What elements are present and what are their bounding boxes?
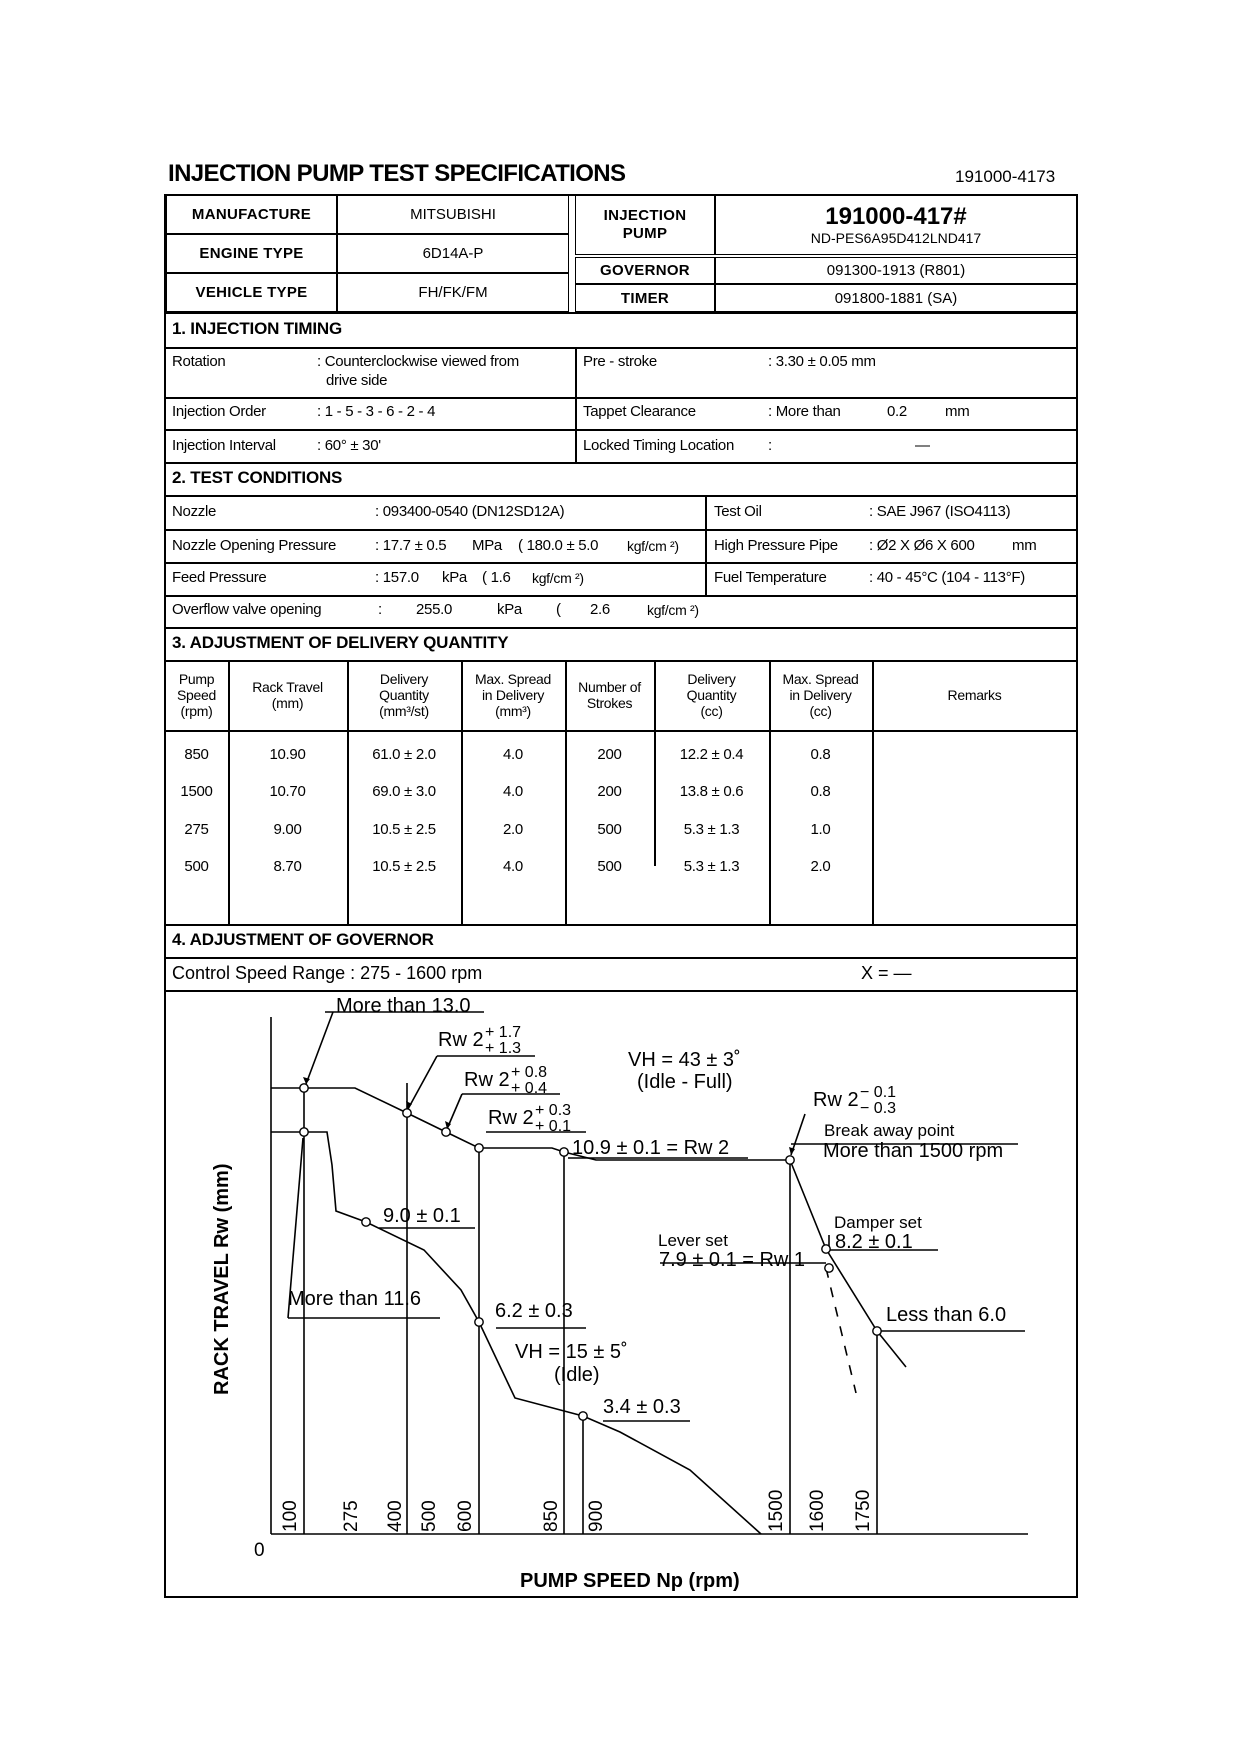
high-pressure-pipe-value: : Ø2 X Ø6 X 600 <box>869 537 975 554</box>
nozzle-label: Nozzle <box>172 503 217 520</box>
speed-tick-label: 600 <box>455 1500 476 1532</box>
prestroke-value: : 3.30 ± 0.05 mm <box>768 353 876 370</box>
rotation-value: : Counterclockwise viewed from <box>317 353 519 370</box>
overflow-valve-paren: ( <box>556 601 561 618</box>
locked-timing-colon: : <box>768 437 772 454</box>
point-100-upper <box>300 1084 308 1092</box>
section-governor-title: 4. ADJUSTMENT OF GOVERNOR <box>172 930 434 949</box>
high-pressure-pipe-unit: mm <box>1012 537 1037 554</box>
feed-pressure-kgf-unit: kgf/cm ²) <box>532 570 584 586</box>
annotation-vh-full-range: (Idle - Full) <box>637 1071 733 1093</box>
annotation-damper-value: 8.2 ± 0.1 <box>835 1231 913 1253</box>
annotation-rw2-b-sup: + 0.8 <box>511 1064 548 1081</box>
table-header-line: Number of <box>578 679 641 695</box>
point-600 <box>475 1144 483 1152</box>
table-cell: 61.0 ± 2.0 <box>372 746 436 763</box>
overflow-valve-value: 255.0 <box>416 601 453 618</box>
table-header-line: (mm³/st) <box>379 703 429 719</box>
annotation-rw2-c-sub: + 0.1 <box>535 1118 572 1135</box>
nozzle-opening-pressure-label: Nozzle Opening Pressure <box>172 537 337 554</box>
lever-set-line <box>826 1268 856 1393</box>
nozzle-opening-pressure-kgf-unit: kgf/cm ²) <box>627 538 679 554</box>
section-injection-timing-title: 1. INJECTION TIMING <box>172 319 342 338</box>
table-cell: 1.0 <box>810 821 831 838</box>
rotation-label: Rotation <box>172 353 226 370</box>
section-test-conditions-title: 2. TEST CONDITIONS <box>172 468 343 487</box>
table-header-line: in Delivery <box>481 687 545 703</box>
feed-pressure-unit: kPa <box>442 569 467 586</box>
overflow-valve-colon: : <box>378 601 382 618</box>
injection-pump-label: INJECTION PUMP <box>575 195 715 255</box>
tappet-clearance-value: : More than <box>768 403 841 420</box>
table-header-line: (mm³) <box>495 703 531 719</box>
table-header-line: Max. Spread <box>474 671 552 687</box>
annotation-more-than-11-6: More than 11.6 <box>288 1288 422 1310</box>
injection-pump-number: 191000-417# <box>825 203 967 230</box>
annotation-rw2-a-sup: + 1.7 <box>485 1024 522 1041</box>
table-header-line: Delivery <box>379 671 429 687</box>
y-axis-label: RACK TRAVEL Rw (mm) <box>211 1163 233 1395</box>
injection-interval-value: : 60° ± 30' <box>317 437 381 454</box>
locked-timing-label: Locked Timing Location <box>583 437 734 454</box>
annotation-rw2-c-sup: + 0.3 <box>535 1102 572 1119</box>
point-600-idle <box>475 1318 483 1326</box>
timer-value: 091800-1881 (SA) <box>715 284 1077 312</box>
table-cell: 10.70 <box>269 783 306 800</box>
injection-order-label: Injection Order <box>172 403 266 420</box>
table-header-line: (rpm) <box>180 703 213 719</box>
overflow-valve-label: Overflow valve opening <box>172 601 322 618</box>
table-cell: 275 <box>184 821 209 838</box>
table-cell: 4.0 <box>503 783 523 800</box>
table-cell: 500 <box>597 821 622 838</box>
annotation-more-than-13: More than 13.0 <box>336 995 471 1017</box>
rotation-value-2: drive side <box>326 372 388 389</box>
point-damper <box>822 1245 830 1253</box>
table-header-line: (mm) <box>271 695 304 711</box>
annotation-lever-set: Lever set <box>658 1231 728 1250</box>
feed-pressure-kgf: ( 1.6 <box>482 569 511 586</box>
nozzle-opening-pressure-kgf: ( 180.0 ± 5.0 <box>518 537 599 554</box>
speed-tick-label: 400 <box>385 1500 406 1532</box>
feed-pressure-label: Feed Pressure <box>172 569 267 586</box>
nozzle-opening-pressure-value: : 17.7 ± 0.5 <box>375 537 447 554</box>
annotation-less-than-6: Less than 6.0 <box>886 1304 1007 1326</box>
annotation-rw2-c: Rw 2 <box>488 1107 534 1129</box>
point-100-lower <box>300 1128 308 1136</box>
table-header-line: Quantity <box>379 687 429 703</box>
nozzle-opening-pressure-unit: MPa <box>472 537 502 554</box>
vehicle-type-value: FH/FK/FM <box>337 273 569 312</box>
manufacture-label: MANUFACTURE <box>166 195 337 234</box>
tappet-clearance-unit: mm <box>945 403 970 420</box>
table-cell: 500 <box>597 858 622 875</box>
table-cell: 200 <box>597 746 622 763</box>
annotation-rw2-d-sub: − 0.3 <box>860 1100 897 1117</box>
table-cell: 850 <box>184 746 209 763</box>
test-oil-value: : SAE J967 (ISO4113) <box>869 503 1011 520</box>
annotation-3-4: 3.4 ± 0.3 <box>603 1396 681 1418</box>
point-500 <box>442 1128 450 1136</box>
point-275 <box>362 1218 370 1226</box>
table-cell: 8.70 <box>273 858 302 875</box>
x-axis-label: PUMP SPEED Np (rpm) <box>520 1570 740 1592</box>
x-value: X = — <box>861 963 912 983</box>
overflow-valve-value-2: 2.6 <box>590 601 610 618</box>
annotation-vh-full: VH = 43 ± 3˚ <box>628 1049 741 1071</box>
section-delivery-quantity-title: 3. ADJUSTMENT OF DELIVERY QUANTITY <box>172 633 509 652</box>
table-header-line: Strokes <box>586 695 633 711</box>
engine-type-label: ENGINE TYPE <box>166 234 337 273</box>
table-header-line: Max. Spread <box>782 671 859 687</box>
control-speed-range: Control Speed Range : 275 - 1600 rpm <box>172 963 483 983</box>
governor-value: 091300-1913 (R801) <box>715 257 1077 284</box>
manufacture-value: MITSUBISHI <box>337 195 569 234</box>
speed-tick-label: 1600 <box>807 1489 828 1532</box>
origin-label: 0 <box>254 1540 265 1561</box>
table-cell: 0.8 <box>810 783 831 800</box>
injection-pump-model: ND-PES6A95D412LND417 <box>810 230 982 246</box>
annotation-rw2-value: 10.9 ± 0.1 = Rw 2 <box>572 1137 730 1159</box>
vehicle-type-label: VEHICLE TYPE <box>166 273 337 312</box>
table-cell: 9.00 <box>273 821 302 838</box>
table-cell: 10.5 ± 2.5 <box>372 858 436 875</box>
annotation-9: 9.0 ± 0.1 <box>383 1205 461 1227</box>
page-title: INJECTION PUMP TEST SPECIFICATIONS <box>168 160 626 187</box>
table-cell: 200 <box>597 783 622 800</box>
injection-interval-label: Injection Interval <box>172 437 276 454</box>
high-pressure-pipe-label: High Pressure Pipe <box>714 537 838 554</box>
annotation-damper-set: Damper set <box>834 1213 922 1232</box>
annotation-vh-idle: VH = 15 ± 5˚ <box>515 1341 628 1363</box>
injection-order-value: : 1 - 5 - 3 - 6 - 2 - 4 <box>317 403 436 420</box>
point-lever <box>825 1264 833 1272</box>
annotation-rw2-a-sub: + 1.3 <box>485 1040 522 1057</box>
table-header-line: Speed <box>177 687 216 703</box>
annotation-rw2-d: Rw 2 <box>813 1089 859 1111</box>
nozzle-value: : 093400-0540 (DN12SD12A) <box>375 503 565 520</box>
timer-label: TIMER <box>575 284 715 312</box>
table-cell: 2.0 <box>503 821 523 838</box>
speed-tick-label: 900 <box>586 1500 607 1532</box>
point-900 <box>579 1412 587 1420</box>
table-header-line: (cc) <box>700 703 723 719</box>
test-oil-label: Test Oil <box>714 503 762 520</box>
tappet-clearance-number: 0.2 <box>887 403 907 420</box>
fuel-temperature-value: : 40 - 45°C (104 - 113°F) <box>869 569 1025 586</box>
annotation-vh-idle-label: (Idle) <box>554 1364 600 1386</box>
table-cell: 5.3 ± 1.3 <box>683 821 740 838</box>
locked-timing-value: — <box>915 437 930 454</box>
tappet-clearance-label: Tappet Clearance <box>583 403 696 420</box>
table-header-line: Remarks <box>947 687 1002 703</box>
table-header-line: Rack Travel <box>252 679 323 695</box>
point-400 <box>403 1109 411 1117</box>
prestroke-label: Pre - stroke <box>583 353 657 370</box>
annotation-rw2-b-sub: + 0.4 <box>511 1080 548 1097</box>
table-cell: 1500 <box>180 783 213 800</box>
full-load-curve <box>271 1088 906 1367</box>
table-header-line: in Delivery <box>789 687 852 703</box>
speed-tick-label: 275 <box>341 1500 362 1532</box>
table-cell: 69.0 ± 3.0 <box>372 783 436 800</box>
annotation-lever-value: 7.9 ± 0.1 = Rw 1 <box>659 1249 806 1271</box>
table-cell: 2.0 <box>810 858 831 875</box>
table-cell: 4.0 <box>503 858 523 875</box>
annotation-rw2-b: Rw 2 <box>464 1069 510 1091</box>
table-cell: 4.0 <box>503 746 523 763</box>
table-header-line: Delivery <box>687 671 736 687</box>
annotation-break-away: Break away point <box>824 1121 955 1140</box>
speed-tick-label: 1500 <box>766 1489 787 1532</box>
idle-curve <box>271 1132 761 1534</box>
annotation-6-2: 6.2 ± 0.3 <box>495 1300 573 1322</box>
speed-tick-label: 850 <box>541 1500 562 1532</box>
annotation-more-than-1500: More than 1500 rpm <box>823 1140 1004 1162</box>
overflow-valve-unit: kPa <box>497 601 522 618</box>
table-cell: 500 <box>184 858 209 875</box>
table-header-line: (cc) <box>809 703 832 719</box>
speed-tick-label: 500 <box>419 1500 440 1532</box>
annotation-rw2-d-sup: − 0.1 <box>860 1084 897 1101</box>
point-1750 <box>873 1327 881 1335</box>
feed-pressure-value: : 157.0 <box>375 569 419 586</box>
table-cell: 10.5 ± 2.5 <box>372 821 436 838</box>
table-cell: 10.90 <box>269 746 306 763</box>
point-breakaway <box>786 1156 794 1164</box>
annotation-rw2-a: Rw 2 <box>438 1029 484 1051</box>
document-number: 191000-4173 <box>955 167 1056 186</box>
table-header-line: Pump <box>178 671 215 687</box>
table-cell: 0.8 <box>810 746 831 763</box>
governor-label: GOVERNOR <box>575 257 715 284</box>
engine-type-value: 6D14A-P <box>337 234 569 273</box>
point-850 <box>560 1148 568 1156</box>
table-cell: 12.2 ± 0.4 <box>679 746 744 763</box>
speed-tick-label: 1750 <box>853 1489 874 1532</box>
table-header-line: Quantity <box>686 687 737 703</box>
speed-tick-label: 100 <box>280 1500 301 1532</box>
table-cell: 13.8 ± 0.6 <box>679 783 744 800</box>
fuel-temperature-label: Fuel Temperature <box>714 569 827 586</box>
table-cell: 5.3 ± 1.3 <box>683 858 740 875</box>
overflow-valve-unit-2: kgf/cm ²) <box>647 602 699 618</box>
